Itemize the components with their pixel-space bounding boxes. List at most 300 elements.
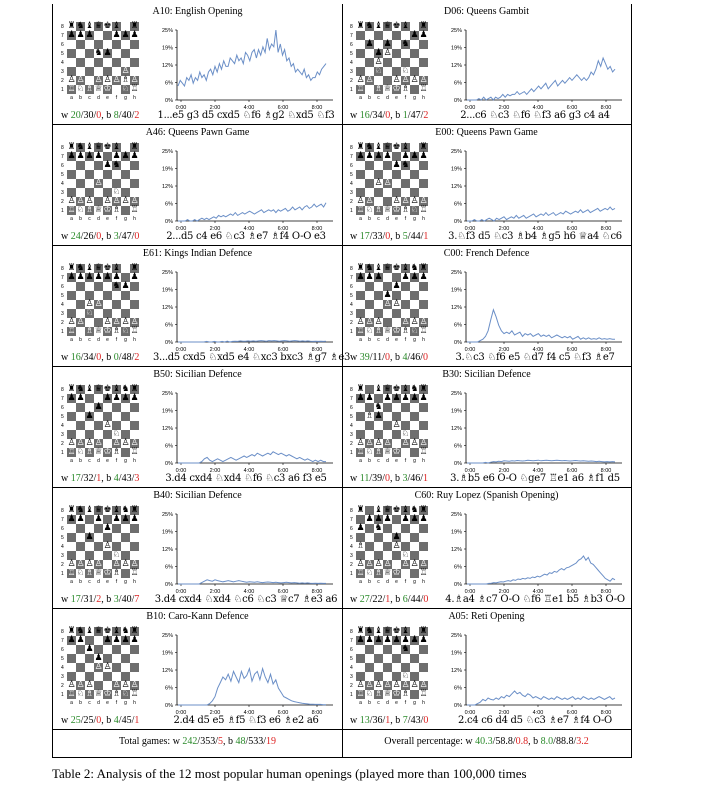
white-knight-icon: ♘ xyxy=(76,205,85,215)
board-square xyxy=(130,663,139,672)
white-pawn-icon: ♙ xyxy=(401,559,410,569)
w-side-label: w xyxy=(350,231,360,242)
board-square xyxy=(410,524,419,533)
board-square xyxy=(76,663,85,672)
board-square xyxy=(356,412,365,421)
black-pawn-icon: ♟ xyxy=(76,393,85,403)
pct-b-loss: 3.2 xyxy=(576,736,589,747)
board-square xyxy=(130,58,139,67)
board-square xyxy=(67,663,76,672)
black-pawn-icon: ♟ xyxy=(356,393,365,403)
board-square xyxy=(121,170,130,179)
opening-title: D06: Queens Gambit xyxy=(444,6,529,17)
board-square xyxy=(365,49,374,58)
board-square xyxy=(103,403,112,412)
b-win-count: 3 xyxy=(402,473,408,484)
board-square xyxy=(401,282,410,291)
black-rook-icon: ♜ xyxy=(130,626,139,636)
black-pawn-icon: ♟ xyxy=(356,635,365,645)
y-tick-label: 25% xyxy=(161,391,173,397)
y-tick-label: 25% xyxy=(161,633,173,639)
rank-label: 5 xyxy=(350,656,353,662)
result-counts xyxy=(61,594,139,605)
file-label: h xyxy=(133,216,136,222)
black-pawn-icon: ♟ xyxy=(121,151,130,161)
x-tick-label: 6:00 xyxy=(277,468,289,474)
rank-label: 4 xyxy=(61,544,64,550)
white-queen-icon: ♕ xyxy=(94,689,103,699)
white-queen-icon: ♕ xyxy=(94,568,103,578)
rank-label: 3 xyxy=(61,190,64,196)
file-label: f xyxy=(115,95,118,101)
white-knight-icon: ♘ xyxy=(121,84,130,94)
separator: / xyxy=(80,715,84,726)
black-pawn-icon: ♟ xyxy=(392,160,401,170)
x-tick-label: 6:00 xyxy=(277,589,289,595)
white-knight-icon: ♘ xyxy=(76,447,85,457)
black-pawn-icon: ♟ xyxy=(130,635,139,645)
black-rook-icon: ♜ xyxy=(419,142,428,152)
file-label: d xyxy=(97,700,100,706)
b-loss-count: 1 xyxy=(423,231,429,242)
black-pawn-icon: ♟ xyxy=(356,523,365,533)
white-pawn-icon: ♙ xyxy=(410,75,419,85)
separator: / xyxy=(369,110,373,121)
black-knight-icon: ♞ xyxy=(112,281,121,291)
file-label: f xyxy=(404,579,407,585)
b-loss-count: 0 xyxy=(134,231,140,242)
board-square xyxy=(94,542,103,551)
separator: / xyxy=(382,473,385,484)
black-knight-icon: ♞ xyxy=(112,160,121,170)
board-square xyxy=(410,300,419,309)
rank-label: 6 xyxy=(350,526,353,532)
move-sequence: 2...d5 c4 e6 ♘c3 ♗e7 ♗f4 O-O e3 xyxy=(166,231,326,242)
file-label: b xyxy=(368,700,371,706)
file-label: e xyxy=(106,700,109,706)
b-loss-count: 3 xyxy=(134,473,140,484)
board-square xyxy=(365,300,374,309)
black-bishop-icon: ♝ xyxy=(374,263,383,273)
board-square xyxy=(76,179,85,188)
series-line xyxy=(467,460,615,463)
b-side-label: , b xyxy=(390,594,403,605)
board-square xyxy=(76,170,85,179)
board-square xyxy=(67,40,76,49)
board-square xyxy=(67,412,76,421)
board-square xyxy=(112,58,121,67)
board-square xyxy=(374,31,383,40)
black-knight-icon: ♞ xyxy=(76,505,85,515)
eval-line-chart xyxy=(438,262,626,354)
black-pawn-icon: ♟ xyxy=(419,514,428,524)
rank-label: 8 xyxy=(350,508,353,514)
move-sequence: 2...c6 ♘c3 ♘f6 ♘f3 a6 g3 c4 a4 xyxy=(460,110,610,121)
white-pawn-icon: ♙ xyxy=(419,75,428,85)
table-frame xyxy=(52,4,632,758)
black-pawn-icon: ♟ xyxy=(410,514,419,524)
white-rook-icon: ♖ xyxy=(356,568,365,578)
rank-label: 2 xyxy=(350,683,353,689)
y-tick-label: 6% xyxy=(454,80,462,87)
b-draw-count: 47 xyxy=(410,110,421,121)
board-square xyxy=(374,533,383,542)
board-square xyxy=(112,291,121,300)
rank-label: 3 xyxy=(350,69,353,75)
chess-board xyxy=(350,22,428,106)
file-label: a xyxy=(359,579,362,585)
y-tick-label: 0% xyxy=(454,219,462,225)
board-square xyxy=(419,645,428,654)
black-pawn-icon: ♟ xyxy=(67,30,76,40)
board-square xyxy=(103,672,112,681)
rank-label: 7 xyxy=(61,154,64,160)
black-knight-icon: ♞ xyxy=(374,402,383,412)
file-label: a xyxy=(70,337,73,343)
board-square xyxy=(365,645,374,654)
board-square xyxy=(392,40,401,49)
separator: / xyxy=(407,715,411,726)
white-pawn-icon: ♙ xyxy=(130,438,139,448)
w-side-label: w xyxy=(350,352,360,363)
white-pawn-icon: ♙ xyxy=(130,680,139,690)
black-pawn-icon: ♟ xyxy=(67,635,76,645)
white-pawn-icon: ♙ xyxy=(392,299,401,309)
y-tick-label: 25% xyxy=(161,28,173,34)
y-tick-label: 19% xyxy=(161,287,173,294)
opening-title: B50: Sicilian Defence xyxy=(153,369,242,380)
y-tick-label: 25% xyxy=(161,149,173,155)
rank-label: 1 xyxy=(350,329,353,335)
separator: / xyxy=(131,110,135,121)
white-king-icon: ♔ xyxy=(392,689,401,699)
b-win-count: 3 xyxy=(113,594,119,605)
w-draw-count: 11 xyxy=(372,352,383,363)
white-pawn-icon: ♙ xyxy=(410,317,419,327)
y-tick-label: 12% xyxy=(161,547,173,553)
black-pawn-icon: ♟ xyxy=(94,272,103,282)
black-rook-icon: ♜ xyxy=(130,505,139,515)
b-draw-count: 45 xyxy=(121,715,132,726)
series-line xyxy=(178,30,326,86)
board-square xyxy=(76,645,85,654)
file-label: d xyxy=(97,458,100,464)
file-label: d xyxy=(97,579,100,585)
board-square xyxy=(356,654,365,663)
board-square xyxy=(392,663,401,672)
chess-board xyxy=(61,627,139,711)
opening-panel xyxy=(53,4,342,125)
opening-panel xyxy=(53,246,351,367)
white-pawn-icon: ♙ xyxy=(112,559,121,569)
y-tick-label: 6% xyxy=(454,685,462,692)
black-pawn-icon: ♟ xyxy=(103,523,112,533)
white-queen-icon: ♕ xyxy=(94,326,103,336)
board-square xyxy=(419,161,428,170)
white-pawn-icon: ♙ xyxy=(356,75,365,85)
board-square xyxy=(410,533,419,542)
white-pawn-icon: ♙ xyxy=(130,559,139,569)
separator: / xyxy=(93,352,97,363)
board-square xyxy=(94,161,103,170)
board-square xyxy=(103,645,112,654)
board-square xyxy=(130,49,139,58)
y-tick-label: 6% xyxy=(454,201,462,208)
white-rook-icon: ♖ xyxy=(130,84,139,94)
opening-panel xyxy=(342,488,631,609)
separator: / xyxy=(420,473,423,484)
black-pawn-icon: ♟ xyxy=(76,272,85,282)
total-b-win: 48 xyxy=(235,736,246,747)
series-line xyxy=(178,452,326,463)
black-rook-icon: ♜ xyxy=(356,263,365,273)
black-pawn-icon: ♟ xyxy=(103,272,112,282)
w-side-label: w xyxy=(61,594,71,605)
eval-line-chart xyxy=(149,20,337,112)
board-square xyxy=(94,31,103,40)
opening-panel xyxy=(53,488,342,609)
series-line xyxy=(467,310,615,342)
board-square xyxy=(85,421,94,430)
black-pawn-icon: ♟ xyxy=(410,272,419,282)
x-tick-label: 6:00 xyxy=(277,105,289,111)
board-square xyxy=(401,569,410,578)
file-label: f xyxy=(115,579,118,585)
board-square xyxy=(85,515,94,524)
white-pawn-icon: ♙ xyxy=(103,196,112,206)
white-bishop-icon: ♗ xyxy=(85,205,94,215)
board-square xyxy=(419,663,428,672)
w-side-label: w xyxy=(61,231,71,242)
chess-board xyxy=(350,627,428,711)
file-label: g xyxy=(413,216,416,222)
board-square xyxy=(410,569,419,578)
board-square xyxy=(410,179,419,188)
file-label: a xyxy=(359,458,362,464)
white-pawn-icon: ♙ xyxy=(121,317,130,327)
white-pawn-icon: ♙ xyxy=(67,75,76,85)
black-bishop-icon: ♝ xyxy=(401,384,410,394)
separator: / xyxy=(369,594,373,605)
white-king-icon: ♔ xyxy=(103,568,112,578)
file-label: e xyxy=(395,700,398,706)
white-pawn-icon: ♙ xyxy=(392,196,401,206)
board-square xyxy=(85,394,94,403)
board-square xyxy=(67,524,76,533)
black-king-icon: ♚ xyxy=(392,384,401,394)
separator: / xyxy=(369,715,373,726)
result-counts xyxy=(61,110,139,121)
rank-label: 2 xyxy=(61,683,64,689)
black-knight-icon: ♞ xyxy=(121,384,130,394)
b-side-label: , b xyxy=(390,110,403,121)
opening-title: C00: French Defence xyxy=(443,248,530,259)
white-rook-icon: ♖ xyxy=(130,205,139,215)
board-square xyxy=(112,40,121,49)
black-knight-icon: ♞ xyxy=(401,39,410,49)
board-square xyxy=(130,645,139,654)
white-bishop-icon: ♗ xyxy=(401,84,410,94)
board-square xyxy=(121,403,130,412)
black-rook-icon: ♜ xyxy=(356,384,365,394)
x-tick-label: 8:00 xyxy=(311,710,323,716)
separator: / xyxy=(80,473,84,484)
white-pawn-icon: ♙ xyxy=(85,196,94,206)
separator: / xyxy=(80,352,84,363)
white-pawn-icon: ♙ xyxy=(103,541,112,551)
y-tick-label: 12% xyxy=(450,184,462,190)
board-square xyxy=(365,291,374,300)
eval-line-chart xyxy=(149,262,337,354)
file-label: d xyxy=(97,216,100,222)
board-square xyxy=(130,403,139,412)
row-divider xyxy=(53,245,631,246)
black-pawn-icon: ♟ xyxy=(419,151,428,161)
black-pawn-icon: ♟ xyxy=(112,151,121,161)
board-square xyxy=(112,403,121,412)
board-square xyxy=(121,300,130,309)
move-sequence: 3.♘f3 d5 ♘c3 ♗b4 ♗g5 h6 ♕a4 ♘c6 xyxy=(448,231,622,242)
separator: / xyxy=(420,352,423,363)
opening-title: A05: Reti Opening xyxy=(448,611,525,622)
white-pawn-icon: ♙ xyxy=(121,196,130,206)
rank-label: 4 xyxy=(61,423,64,429)
black-rook-icon: ♜ xyxy=(356,626,365,636)
white-knight-icon: ♘ xyxy=(76,84,85,94)
board-square xyxy=(410,448,419,457)
white-pawn-icon: ♙ xyxy=(67,680,76,690)
white-bishop-icon: ♗ xyxy=(374,84,383,94)
board-square xyxy=(419,179,428,188)
white-pawn-icon: ♙ xyxy=(130,317,139,327)
opening-title: C60: Ruy Lopez (Spanish Opening) xyxy=(414,490,559,501)
total-w-draw: 353 xyxy=(200,736,216,747)
white-pawn-icon: ♙ xyxy=(130,75,139,85)
rank-label: 8 xyxy=(61,387,64,393)
w-loss-count: 0 xyxy=(96,110,102,121)
board-square xyxy=(383,542,392,551)
rank-label: 5 xyxy=(61,414,64,420)
white-pawn-icon: ♙ xyxy=(103,317,112,327)
rank-label: 8 xyxy=(61,145,64,151)
black-pawn-icon: ♟ xyxy=(85,644,94,654)
pct-w-win: 40.3 xyxy=(475,736,493,747)
opening-title: B10: Caro-Kann Defence xyxy=(146,611,249,622)
black-pawn-icon: ♟ xyxy=(365,151,374,161)
y-tick-label: 6% xyxy=(454,322,462,329)
w-win-count: 24 xyxy=(70,231,81,242)
white-rook-icon: ♖ xyxy=(419,568,428,578)
board-square xyxy=(365,654,374,663)
white-bishop-icon: ♗ xyxy=(374,326,383,336)
board-square xyxy=(85,67,94,76)
w-loss-count: 0 xyxy=(96,231,102,242)
black-king-icon: ♚ xyxy=(392,505,401,515)
board-square xyxy=(419,542,428,551)
eval-line-chart xyxy=(438,20,626,112)
black-bishop-icon: ♝ xyxy=(85,21,94,31)
y-tick-label: 0% xyxy=(454,98,462,104)
white-pawn-icon: ♙ xyxy=(85,299,94,309)
board-square xyxy=(401,524,410,533)
w-draw-count: 30 xyxy=(83,110,94,121)
file-label: e xyxy=(395,458,398,464)
y-tick-label: 12% xyxy=(161,184,173,190)
file-label: c xyxy=(377,700,380,706)
x-tick-label: 4:00 xyxy=(243,589,255,595)
x-tick-label: 2:00 xyxy=(498,105,510,111)
chess-board xyxy=(350,264,428,348)
black-pawn-icon: ♟ xyxy=(130,393,139,403)
file-label: d xyxy=(386,579,389,585)
file-label: c xyxy=(88,95,91,101)
white-knight-icon: ♘ xyxy=(401,550,410,560)
rank-label: 1 xyxy=(61,571,64,577)
y-tick-label: 6% xyxy=(165,443,173,450)
separator: / xyxy=(369,231,373,242)
board-square xyxy=(410,645,419,654)
black-queen-icon: ♛ xyxy=(94,142,103,152)
x-tick-label: 4:00 xyxy=(532,226,544,232)
move-sequence: 3.d4 cxd4 ♘xd4 ♘f6 ♘c3 a6 f3 e5 xyxy=(165,473,327,484)
board-square xyxy=(76,421,85,430)
board-square xyxy=(419,49,428,58)
board-square xyxy=(121,533,130,542)
file-label: e xyxy=(106,458,109,464)
black-knight-icon: ♞ xyxy=(121,505,130,515)
rank-label: 7 xyxy=(61,638,64,644)
move-sequence: 2.c4 c6 d4 d5 ♘c3 ♗e7 ♗f4 O-O xyxy=(458,715,612,726)
white-rook-icon: ♖ xyxy=(67,326,76,336)
result-counts xyxy=(61,715,139,726)
board-square xyxy=(392,309,401,318)
separator: / xyxy=(93,473,97,484)
rank-label: 5 xyxy=(350,293,353,299)
white-king-icon: ♔ xyxy=(103,205,112,215)
black-pawn-icon: ♟ xyxy=(121,635,130,645)
file-label: b xyxy=(368,337,371,343)
board-square xyxy=(67,179,76,188)
board-square xyxy=(130,170,139,179)
x-tick-label: 4:00 xyxy=(243,468,255,474)
y-tick-label: 19% xyxy=(450,287,462,294)
board-square xyxy=(76,524,85,533)
board-square xyxy=(392,430,401,439)
x-tick-label: 8:00 xyxy=(311,226,323,232)
black-rook-icon: ♜ xyxy=(130,142,139,152)
board-square xyxy=(67,645,76,654)
board-square xyxy=(76,654,85,663)
x-tick-label: 8:00 xyxy=(600,589,612,595)
eval-line-chart xyxy=(438,625,626,717)
black-pawn-icon: ♟ xyxy=(419,30,428,40)
white-pawn-icon: ♙ xyxy=(392,420,401,430)
series-line xyxy=(178,203,326,221)
board-square xyxy=(121,49,130,58)
black-bishop-icon: ♝ xyxy=(401,21,410,31)
black-pawn-icon: ♟ xyxy=(356,272,365,282)
separator: / xyxy=(118,594,122,605)
white-rook-icon: ♖ xyxy=(419,84,428,94)
w-loss-count: 0 xyxy=(385,231,391,242)
file-label: d xyxy=(386,458,389,464)
white-queen-icon: ♕ xyxy=(94,84,103,94)
row-divider xyxy=(53,366,631,367)
white-pawn-icon: ♙ xyxy=(392,680,401,690)
white-rook-icon: ♖ xyxy=(67,568,76,578)
y-tick-label: 6% xyxy=(165,564,173,571)
white-pawn-icon: ♙ xyxy=(419,317,428,327)
